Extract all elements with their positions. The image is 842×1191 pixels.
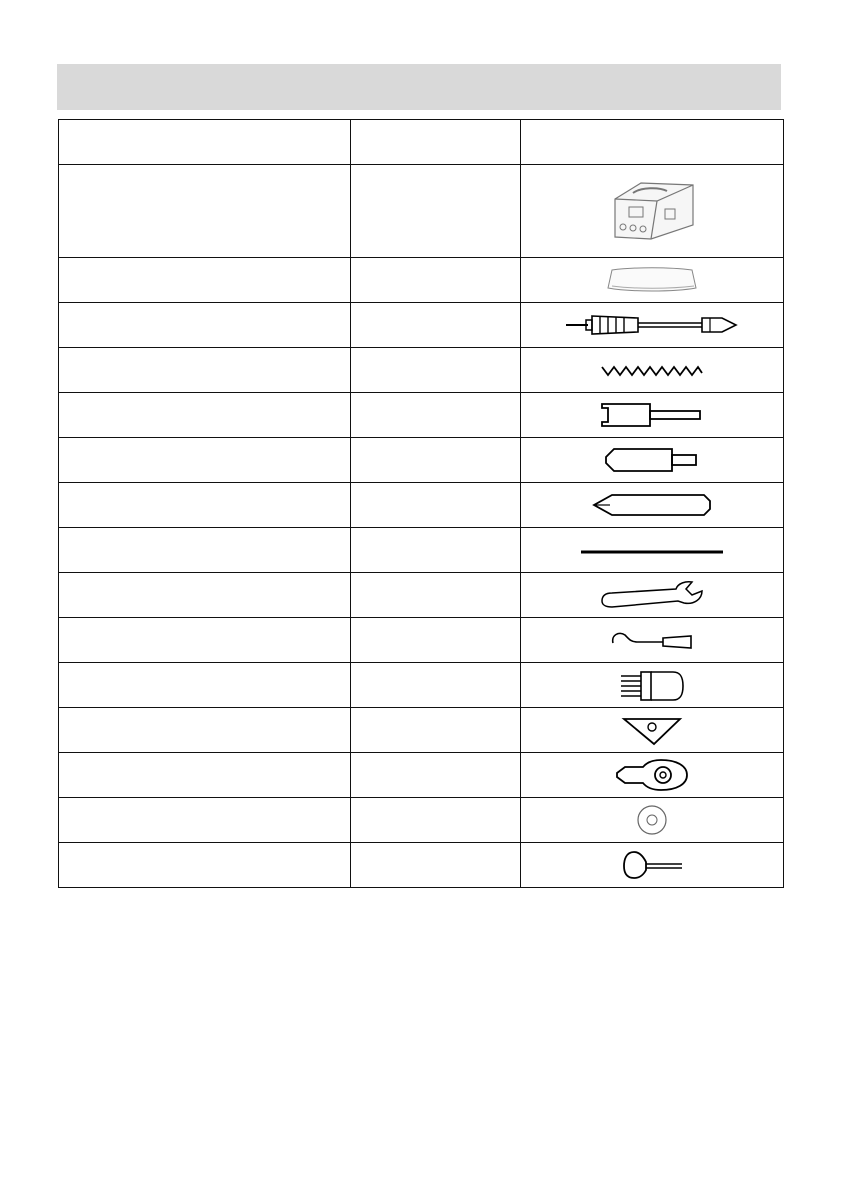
row-qty <box>351 663 521 708</box>
row-qty <box>351 843 521 888</box>
table-row <box>59 843 784 888</box>
table-row <box>59 303 784 348</box>
row-qty <box>351 393 521 438</box>
row-name <box>59 573 351 618</box>
parts-table <box>58 119 784 888</box>
row-qty <box>351 573 521 618</box>
table-row <box>59 438 784 483</box>
row-qty <box>351 165 521 258</box>
machine-box-icon <box>607 179 697 243</box>
row-name <box>59 393 351 438</box>
table-row <box>59 165 784 258</box>
hook-tool-icon <box>609 627 695 653</box>
row-name <box>59 798 351 843</box>
spring-coil-icon <box>600 359 704 381</box>
row-qty <box>351 348 521 393</box>
soldering-pen-icon <box>562 308 742 342</box>
table-row <box>59 393 784 438</box>
square-tip-icon <box>600 400 704 430</box>
row-name <box>59 303 351 348</box>
section-header-bar <box>57 64 781 110</box>
table-row <box>59 528 784 573</box>
washer-icon <box>630 803 674 837</box>
row-name <box>59 348 351 393</box>
row-name <box>59 258 351 303</box>
table-row <box>59 618 784 663</box>
table-row <box>59 663 784 708</box>
wrench-icon <box>598 579 706 611</box>
row-qty <box>351 528 521 573</box>
row-name <box>59 708 351 753</box>
table-row <box>59 573 784 618</box>
pouch-icon <box>604 264 700 296</box>
row-qty <box>351 483 521 528</box>
row-name <box>59 165 351 258</box>
table-header-row <box>59 120 784 165</box>
table-row <box>59 348 784 393</box>
row-qty <box>351 753 521 798</box>
row-qty <box>351 618 521 663</box>
row-name <box>59 843 351 888</box>
row-name <box>59 528 351 573</box>
row-qty <box>351 258 521 303</box>
row-qty <box>351 798 521 843</box>
header-cell-name <box>59 120 351 165</box>
rod-icon <box>579 540 725 560</box>
table-row <box>59 483 784 528</box>
row-qty <box>351 303 521 348</box>
round-tip-icon <box>604 445 700 475</box>
comb-tip-icon <box>617 668 687 702</box>
row-qty <box>351 708 521 753</box>
header-cell-qty <box>351 120 521 165</box>
blade-tip-icon <box>590 492 714 518</box>
ball-stick-icon <box>620 848 684 882</box>
triangle-tip-icon <box>620 713 684 747</box>
table-row <box>59 753 784 798</box>
header-cell-picture <box>521 120 784 165</box>
row-name <box>59 753 351 798</box>
row-name <box>59 483 351 528</box>
table-row <box>59 708 784 753</box>
row-name <box>59 618 351 663</box>
table-row <box>59 258 784 303</box>
row-name <box>59 663 351 708</box>
keyhole-tip-icon <box>613 758 691 792</box>
row-qty <box>351 438 521 483</box>
table-row <box>59 798 784 843</box>
row-name <box>59 438 351 483</box>
